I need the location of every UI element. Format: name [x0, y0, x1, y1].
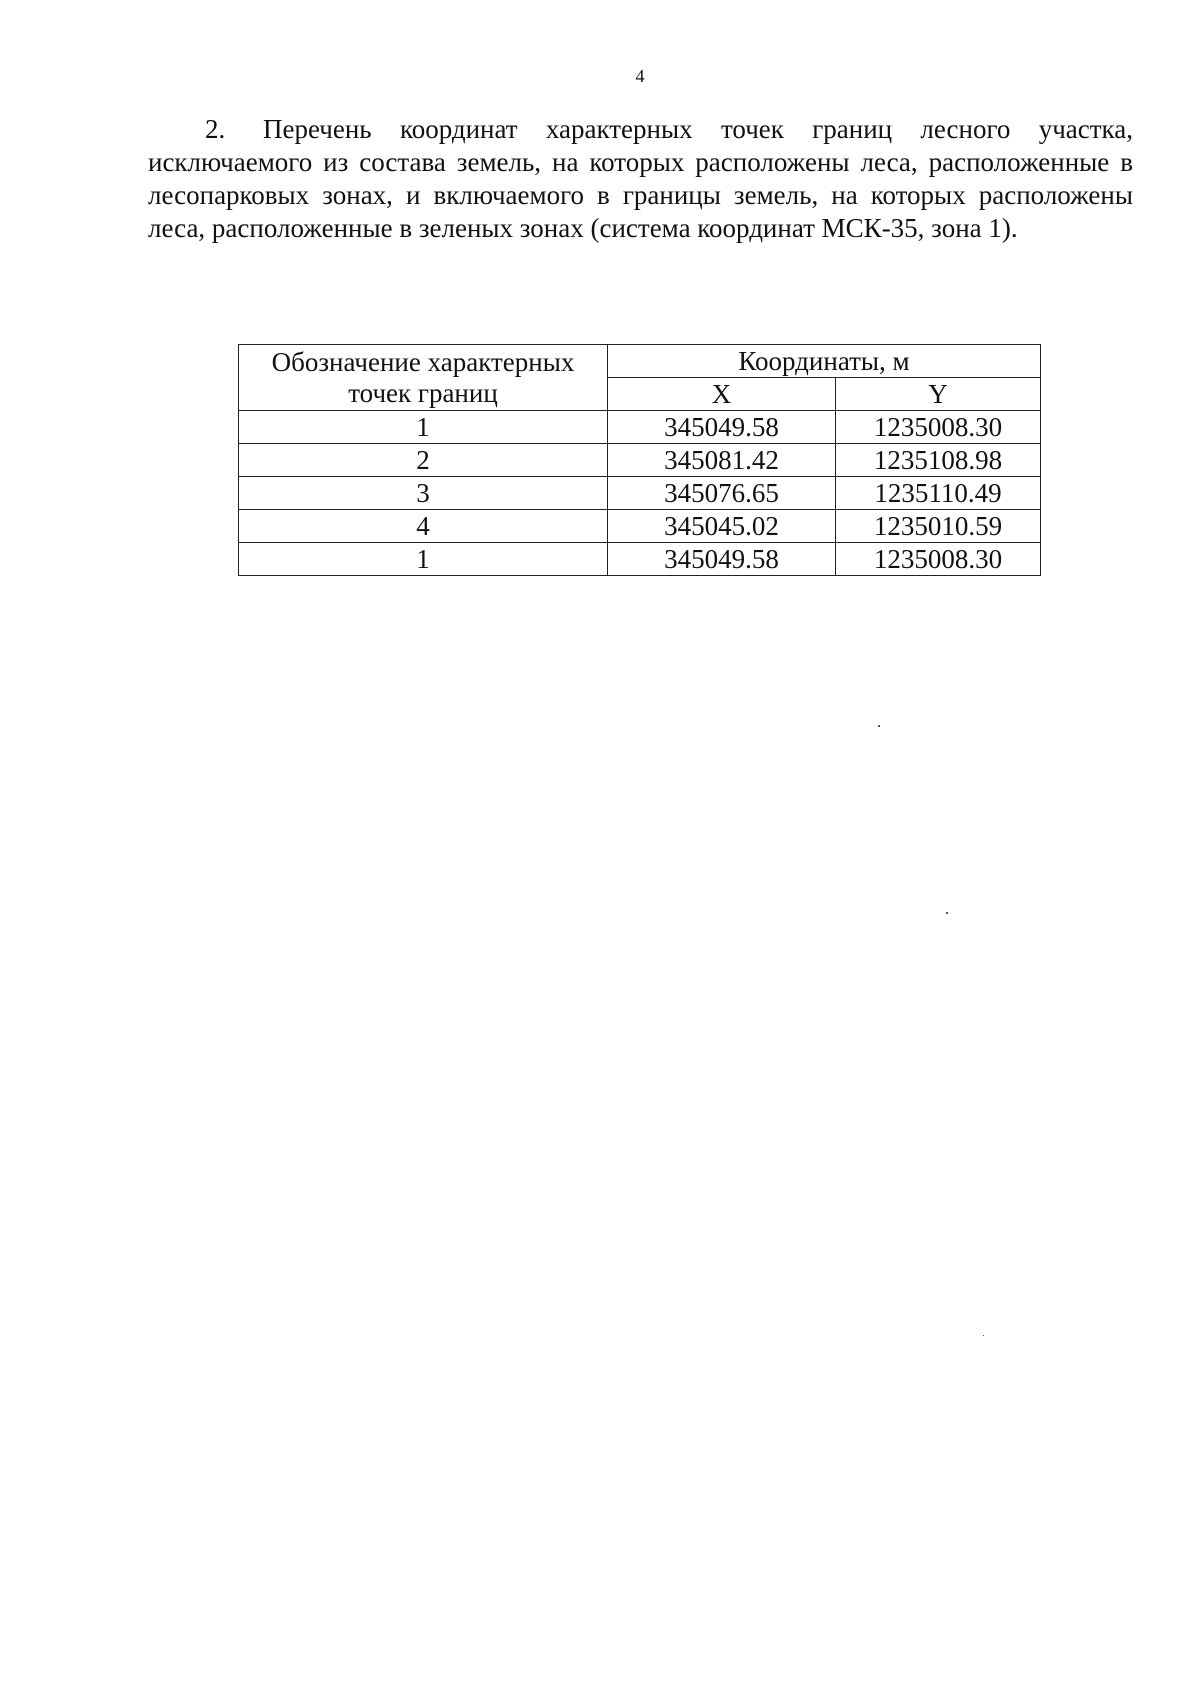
x-cell: 345049.58	[608, 543, 836, 576]
points-header: Обозначение характерных точек границ	[239, 345, 608, 411]
y-cell: 1235108.98	[836, 444, 1041, 477]
x-header: X	[608, 378, 836, 411]
x-cell: 345049.58	[608, 411, 836, 444]
coordinates-table	[238, 344, 1041, 576]
point-cell: 1	[239, 411, 608, 444]
section-paragraph	[148, 113, 1133, 245]
table-row	[239, 543, 1041, 576]
y-cell: 1235008.30	[836, 411, 1041, 444]
x-cell: 345045.02	[608, 510, 836, 543]
y-cell: 1235110.49	[836, 477, 1041, 510]
paragraph-number: 2.	[205, 114, 226, 144]
paragraph-text: Перечень координат характерных точек границ лесного участка, исключаемого из состава земель, на которых расположены леса, расположенные в лесопарковых зонах, и включаемого в границы земель, на которых расположены леса, расположенные в зеленых зонах (система координат МСК-35, зона 1).	[148, 114, 1133, 243]
coordinates-header: Координаты, м	[608, 345, 1041, 378]
x-cell: 345076.65	[608, 477, 836, 510]
scan-speck	[983, 1335, 984, 1336]
y-header: Y	[836, 378, 1041, 411]
page-number: 4	[635, 66, 645, 86]
point-cell: 1	[239, 543, 608, 576]
y-cell: 1235010.59	[836, 510, 1041, 543]
point-cell: 2	[239, 444, 608, 477]
point-cell: 4	[239, 510, 608, 543]
table-row	[239, 411, 1041, 444]
point-cell: 3	[239, 477, 608, 510]
scan-speck	[946, 912, 948, 914]
x-cell: 345081.42	[608, 444, 836, 477]
table-row	[239, 477, 1041, 510]
table-row	[239, 444, 1041, 477]
table-row	[239, 510, 1041, 543]
y-cell: 1235008.30	[836, 543, 1041, 576]
scan-speck	[878, 725, 880, 727]
